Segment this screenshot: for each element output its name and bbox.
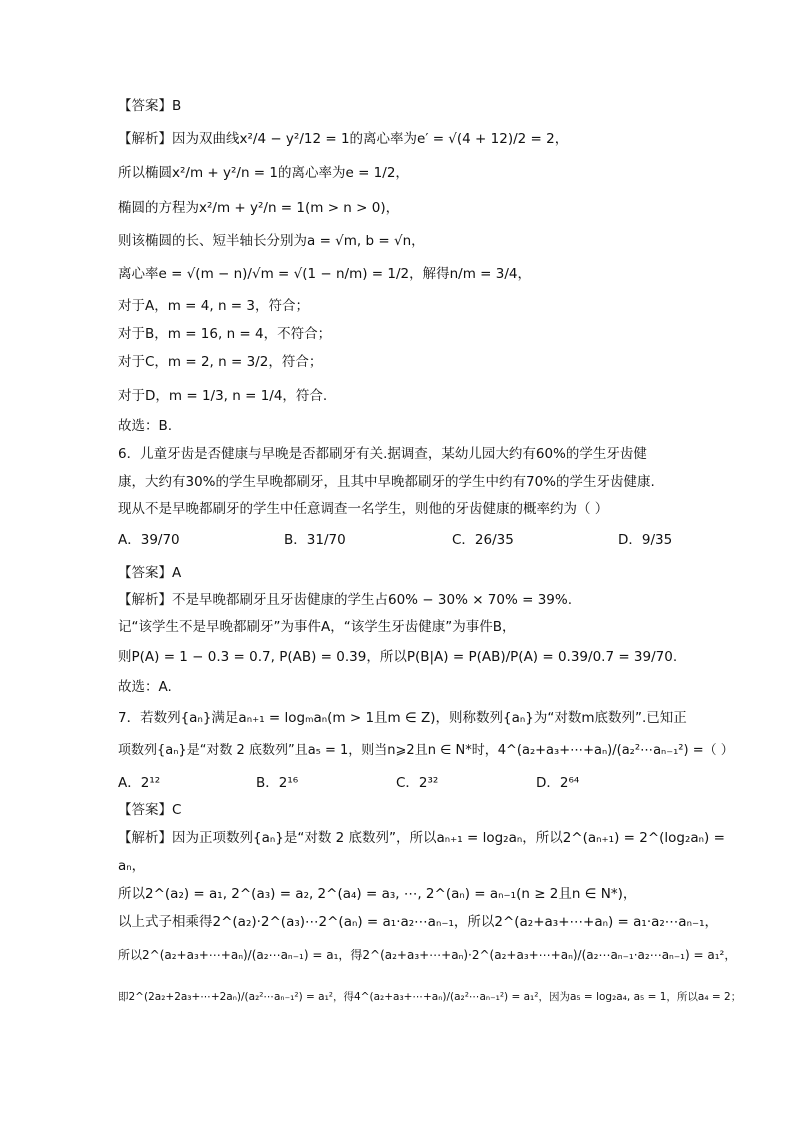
- question-7-line-2: 项数列{aₙ}是“对数 2 底数列”且a₅ = 1，则当n⩾2且n ∈ N*时，4^(a₂+a₃+⋯+aₙ)/(a₂²⋯aₙ₋₁²) =（ ）: [118, 743, 734, 758]
- analysis-7-line-2: 所以2^(a₂) = a₁, 2^(a₃) = a₂, 2^(a₄) = a₃, ⋯, 2^(aₙ) = aₙ₋₁(n ≥ 2且n ∈ N*)，: [118, 886, 637, 902]
- q7-option-b: B．2¹⁶: [256, 775, 299, 791]
- question-6-line-1: 6．儿童牙齿是否健康与早晚是否都刷牙有关.据调查，某幼儿园大约有60%的学生牙齿健: [118, 446, 647, 462]
- analysis-5-line-3: 椭圆的方程为x²/m + y²/n = 1(m > n > 0)，: [118, 200, 400, 216]
- q7-option-d: D．2⁶⁴: [536, 775, 580, 791]
- q6-option-b: B．31/70: [284, 532, 346, 548]
- question-6-line-3: 现从不是早晚都刷牙的学生中任意调查一名学生，则他的牙齿健康的概率约为（ ）: [118, 501, 609, 517]
- answer-7: 【答案】C: [118, 802, 182, 818]
- q6-option-a: A．39/70: [118, 532, 180, 548]
- analysis-5-case-c: 对于C，m = 2, n = 3/2，符合；: [118, 354, 323, 370]
- q6-option-d: D．9/35: [618, 532, 673, 548]
- analysis-7-line-4: 所以2^(a₂+a₃+⋯+aₙ)/(a₂⋯aₙ₋₁) = a₁，得2^(a₂+a₃+⋯+aₙ)·2^(a₂+a₃+⋯+aₙ)/(a₂⋯aₙ₋₁·a₂⋯aₙ₋₁) = a₁²，: [118, 948, 737, 962]
- analysis-7-line-1-cont: aₙ，: [118, 858, 146, 874]
- analysis-6-line-2: 记“该学生不是早晚都刷牙”为事件A，“该学生牙齿健康”为事件B，: [118, 619, 516, 635]
- answer-6: 【答案】A: [118, 565, 182, 581]
- q7-option-a: A．2¹²: [118, 775, 161, 791]
- analysis-7-line-3: 以上式子相乘得2^(a₂)·2^(a₃)⋯2^(aₙ) = a₁·a₂⋯aₙ₋₁，所以2^(a₂+a₃+⋯+aₙ) = a₁·a₂⋯aₙ₋₁，: [118, 914, 718, 930]
- analysis-5-case-a: 对于A，m = 4, n = 3，符合；: [118, 298, 309, 314]
- analysis-6-line-3: 则P(A) = 1 − 0.3 = 0.7, P(AB) = 0.39，所以P(B|A) = P(AB)/P(A) = 0.39/0.7 = 39/70.: [118, 649, 678, 665]
- analysis-6-line-1: 【解析】不是早晚都刷牙且牙齿健康的学生占60% − 30% × 70% = 39%.: [118, 592, 572, 608]
- analysis-5-line-5: 离心率e = √(m − n)/√m = √(1 − n/m) = 1/2，解得n/m = 3/4，: [118, 266, 532, 282]
- conclusion-6: 故选：A.: [118, 679, 172, 695]
- conclusion-5: 故选：B.: [118, 418, 173, 434]
- q7-option-c: C．2³²: [396, 775, 439, 791]
- analysis-5-case-d: 对于D，m = 1/3, n = 1/4，符合.: [118, 388, 328, 404]
- analysis-5-line-4: 则该椭圆的长、短半轴长分别为a = √m, b = √n，: [118, 233, 425, 249]
- answer-5: 【答案】B: [118, 98, 182, 114]
- analysis-7-line-5: 即2^(2a₂+2a₃+⋯+2aₙ)/(a₂²⋯aₙ₋₁²) = a₁²，得4^(a₂+a₃+⋯+aₙ)/(a₂²⋯aₙ₋₁²) = a₁²，因为a₅ = log₂a₄, a₅ = 1，所以a₄ = 2；: [118, 991, 742, 1003]
- q6-option-c: C．26/35: [452, 532, 514, 548]
- question-6-line-2: 康，大约有30%的学生早晚都刷牙，且其中早晚都刷牙的学生中约有70%的学生牙齿健康.: [118, 474, 655, 490]
- analysis-5-line-2: 所以椭圆x²/m + y²/n = 1的离心率为e = 1/2，: [118, 165, 409, 181]
- analysis-5-case-b: 对于B，m = 16, n = 4，不符合；: [118, 326, 332, 342]
- analysis-5-line-1: 【解析】因为双曲线x²/4 − y²/12 = 1的离心率为e′ = √(4 + 12)/2 = 2，: [118, 131, 569, 147]
- question-7-line-1: 7．若数列{aₙ}满足aₙ₊₁ = logₘaₙ(m > 1且m ∈ Z)，则称数列{aₙ}为“对数m底数列”.已知正: [118, 710, 687, 726]
- analysis-7-line-1: 【解析】因为正项数列{aₙ}是“对数 2 底数列”，所以aₙ₊₁ = log₂aₙ，所以2^(aₙ₊₁) = 2^(log₂aₙ) =: [118, 830, 725, 846]
